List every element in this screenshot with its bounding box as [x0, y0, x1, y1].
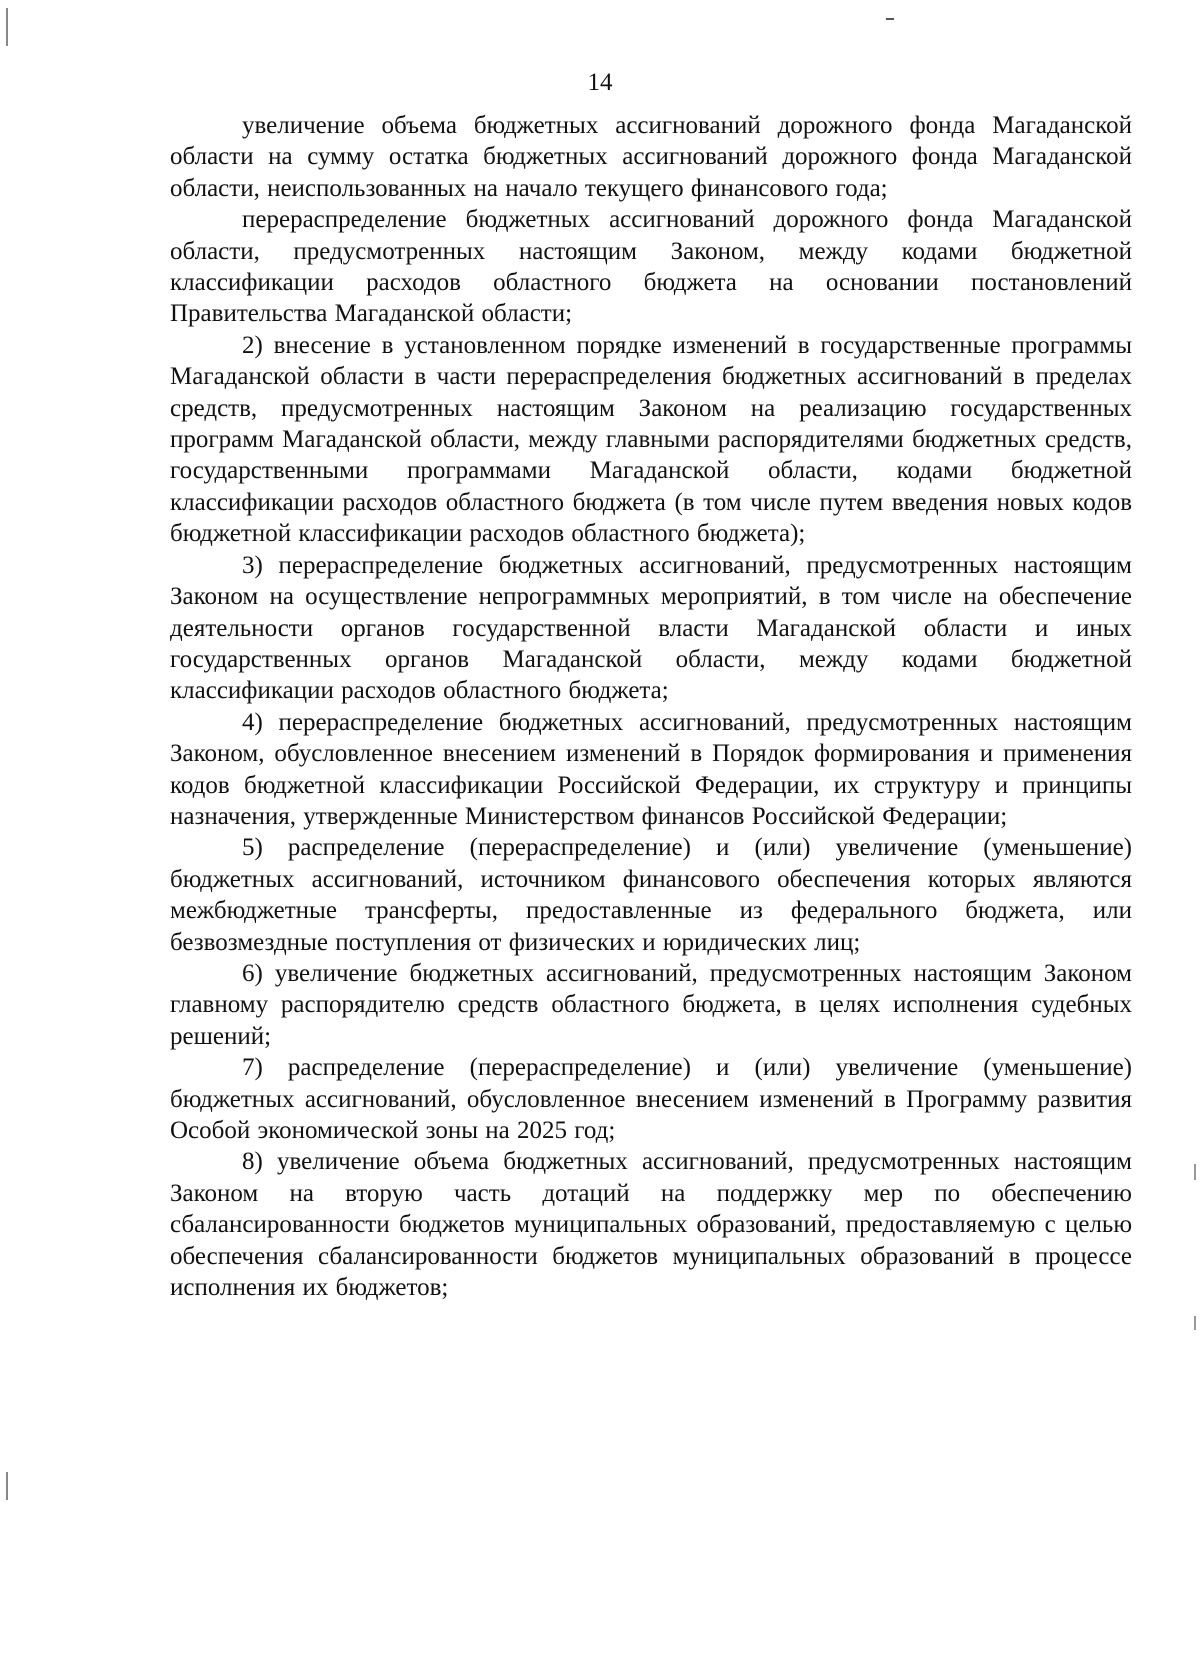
paragraph-item-6: 6) увеличение бюджетных ассигнований, предусмотренных настоящим Законом главному распорядителю средств областного бюджета, в целях исполнения судебных решений;	[170, 959, 1132, 1050]
scan-edge-mark	[1194, 1164, 1196, 1180]
paragraph-road-fund-increase: увеличение объема бюджетных ассигнований дорожного фонда Магаданской области на сумму остатка бюджетных ассигнований дорожного фонда Магаданской области, неиспользованных на начало текущего финансового года;	[170, 112, 1132, 202]
paragraph-item-5: 5) распределение (перераспределение) и (или) увеличение (уменьшение) бюджетных ассигнований, источником финансового обеспечения которых являются межбюджетные трансферты, предоставленные из федерального бюджета, или безвозмездные поступления от физических и юридических лиц;	[170, 834, 1132, 956]
paragraph-item-2: 2) внесение в установленном порядке изменений в государственные программы Магаданской области в части перераспределения бюджетных ассигнований в пределах средств, предусмотренных настоящим Законом на реализацию государственных программ Магаданской области, между главными распорядителями бюджетных средств, государственными программами Магаданской области, кодами бюджетной классификации расходов областного бюджета (в том числе путем введения новых кодов бюджетной классификации расходов областного бюджета);	[170, 331, 1132, 548]
document-body	[170, 110, 1132, 1303]
scan-edge-mark	[6, 1472, 8, 1500]
paragraph-item-4: 4) перераспределение бюджетных ассигнований, предусмотренных настоящим Законом, обусловленное внесением изменений в Порядок формирования и применения кодов бюджетной классификации Российской Федерации, их структуру и принципы назначения, утвержденные Министерством финансов Российской Федерации;	[170, 708, 1132, 830]
paragraph-item-3: 3) перераспределение бюджетных ассигнований, предусмотренных настоящим Законом на осуществление непрограммных мероприятий, в том числе на обеспечение деятельности органов государственной власти Магаданской области и иных государственных органов Магаданской области, между кодами бюджетной классификации расходов областного бюджета;	[170, 551, 1132, 705]
page-number: 14	[587, 69, 613, 96]
paragraph-item-7: 7) распределение (перераспределение) и (или) увеличение (уменьшение) бюджетных ассигнований, обусловленное внесением изменений в Программу развития Особой экономической зоны на 2025 год;	[170, 1054, 1132, 1144]
scan-edge-mark	[1194, 1316, 1196, 1330]
paragraph-road-fund-redistribution: перераспределение бюджетных ассигнований дорожного фонда Магаданской области, предусмотренных настоящим Законом, между кодами бюджетной классификации расходов областного бюджета на основании постановлений Правительства Магаданской области;	[170, 206, 1132, 328]
paragraph-item-8: 8) увеличение объема бюджетных ассигнований, предусмотренных настоящим Законом на вторую часть дотаций на поддержку мер по обеспечению сбалансированности бюджетов муниципальных образований, предоставляемую с целью обеспечения сбалансированности бюджетов муниципальных образований в процессе исполнения их бюджетов;	[170, 1148, 1132, 1302]
scan-artifact	[886, 18, 894, 20]
scan-edge-mark	[6, 8, 8, 46]
